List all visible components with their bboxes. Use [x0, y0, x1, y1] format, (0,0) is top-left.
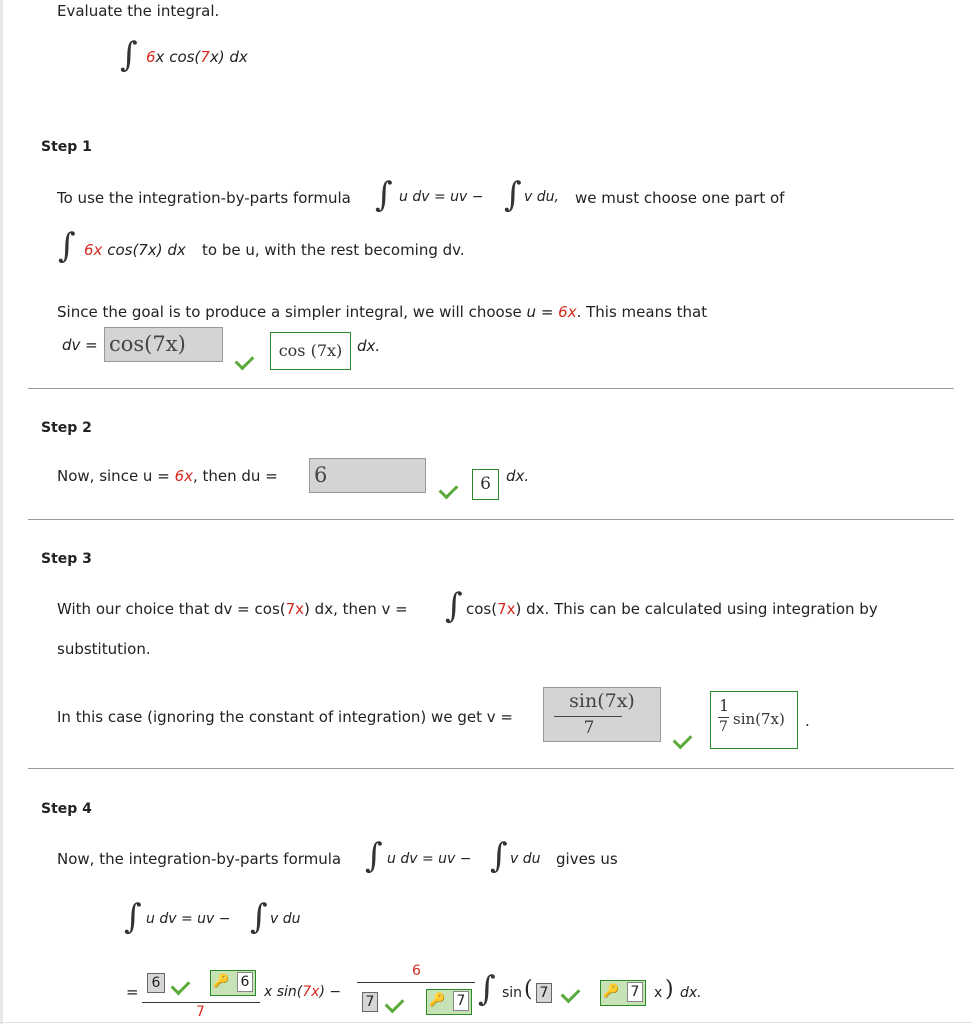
fraction-line — [357, 982, 475, 983]
close-paren: ) — [665, 977, 674, 1002]
integral-sign: ∫ — [124, 897, 142, 937]
step1-title: Step 1 — [41, 139, 92, 155]
integral-sign: ∫ — [250, 897, 268, 937]
problem-prompt: Evaluate the integral. — [57, 2, 220, 20]
v-answer-denominator: 7 — [719, 719, 728, 735]
problem-integrand: 6x cos(7x) dx — [146, 48, 248, 66]
step4-title: Step 4 — [41, 801, 92, 817]
key-value: 6 — [237, 972, 253, 992]
du-answer: 6 — [472, 469, 499, 500]
formula-vdu: v du, — [524, 189, 559, 205]
check-icon — [673, 730, 693, 750]
key-icon: 🔑 — [429, 993, 446, 1008]
v-input[interactable] — [543, 687, 661, 742]
fraction-numerator: 6 — [412, 963, 421, 979]
open-paren: ( — [524, 977, 533, 1002]
integral-sign: ∫ — [490, 836, 508, 876]
step4-text-1-post: gives us — [556, 850, 618, 868]
key-value: 7 — [627, 982, 643, 1002]
v-answer-numerator: 1 — [719, 696, 730, 715]
left-border — [0, 0, 3, 1024]
divider — [28, 519, 954, 520]
v-input-denominator: 7 — [583, 718, 595, 738]
step3-text-3: In this case (ignoring the constant of integration) we get v = — [57, 708, 513, 726]
formula-udv: u dv = uv − — [399, 189, 484, 205]
key-answer-1 — [210, 970, 256, 996]
v-suffix: . — [805, 712, 810, 730]
du-input[interactable]: 6 — [309, 458, 426, 493]
restate-vdu: v du — [270, 911, 301, 927]
fraction-denominator: 7 — [196, 1004, 205, 1020]
dv-input[interactable]: cos(7x) — [104, 327, 223, 362]
integral-sign: ∫ — [375, 175, 393, 215]
du-suffix: dx. — [506, 467, 530, 485]
step3-text-2: substitution. — [57, 640, 151, 658]
step1-integrand: 6x cos(7x) dx — [84, 241, 186, 259]
key-icon: 🔑 — [213, 974, 230, 989]
key-icon: 🔑 — [603, 984, 620, 999]
check-icon — [171, 976, 191, 996]
restate-udv: u dv = uv − — [146, 911, 231, 927]
fraction-line — [718, 717, 729, 718]
integral-sign: ∫ — [445, 586, 463, 626]
divider — [28, 388, 954, 389]
step3-text-1: With our choice that dv = cos(7x) dx, then v = — [57, 600, 408, 618]
v-answer-rest: sin(7x) — [733, 710, 785, 728]
check-icon — [235, 351, 255, 371]
integral-sign: ∫ — [504, 175, 522, 215]
answer-box-3[interactable]: 7 — [536, 983, 552, 1003]
x-label: x — [654, 985, 663, 1001]
step3-title: Step 3 — [41, 551, 92, 567]
key-answer-2 — [426, 989, 472, 1015]
step4-text-1: Now, the integration-by-parts formula — [57, 850, 342, 868]
equals-sign: = — [126, 983, 139, 1001]
step1-text-3: Since the goal is to produce a simpler integral, we will choose u = 6x. This means that — [57, 303, 708, 321]
end-text: dx. — [680, 985, 702, 1001]
answer-box-1[interactable]: 6 — [147, 973, 165, 993]
step1-text-1: To use the integration-by-parts formula — [57, 189, 351, 207]
step2-title: Step 2 — [41, 420, 92, 436]
step1-text-2: to be u, with the rest becoming dv. — [202, 241, 465, 259]
step3-text-1-post: cos(7x) dx. This can be calculated using integration by — [466, 600, 878, 618]
dv-answer: cos (7x) — [270, 332, 351, 370]
integral-sign: ∫ — [120, 35, 138, 75]
check-icon — [561, 984, 581, 1004]
check-icon — [439, 480, 459, 500]
v-input-numerator: sin(7x) — [569, 690, 635, 712]
divider — [28, 768, 954, 769]
step2-text: Now, since u = 6x, then du = — [57, 467, 278, 485]
key-value: 7 — [453, 991, 469, 1011]
formula-udv: u dv = uv − — [387, 851, 472, 867]
fraction-line — [142, 1002, 260, 1003]
answer-box-2[interactable]: 7 — [362, 992, 378, 1012]
sin-label: sin — [502, 985, 523, 1001]
integral-sign: ∫ — [478, 969, 496, 1009]
step1-text-1-post: we must choose one part of — [575, 189, 785, 207]
mid-term: x sin(7x) − — [264, 984, 342, 1000]
bottom-edge — [0, 1022, 972, 1023]
check-icon — [385, 994, 405, 1014]
integral-sign: ∫ — [365, 836, 383, 876]
v-answer — [710, 691, 798, 749]
fraction-line — [554, 716, 622, 717]
key-answer-3 — [600, 980, 646, 1006]
integral-sign: ∫ — [58, 226, 76, 266]
dv-suffix: dx. — [357, 337, 381, 355]
formula-vdu: v du — [510, 851, 541, 867]
dv-label: dv = — [62, 336, 98, 354]
